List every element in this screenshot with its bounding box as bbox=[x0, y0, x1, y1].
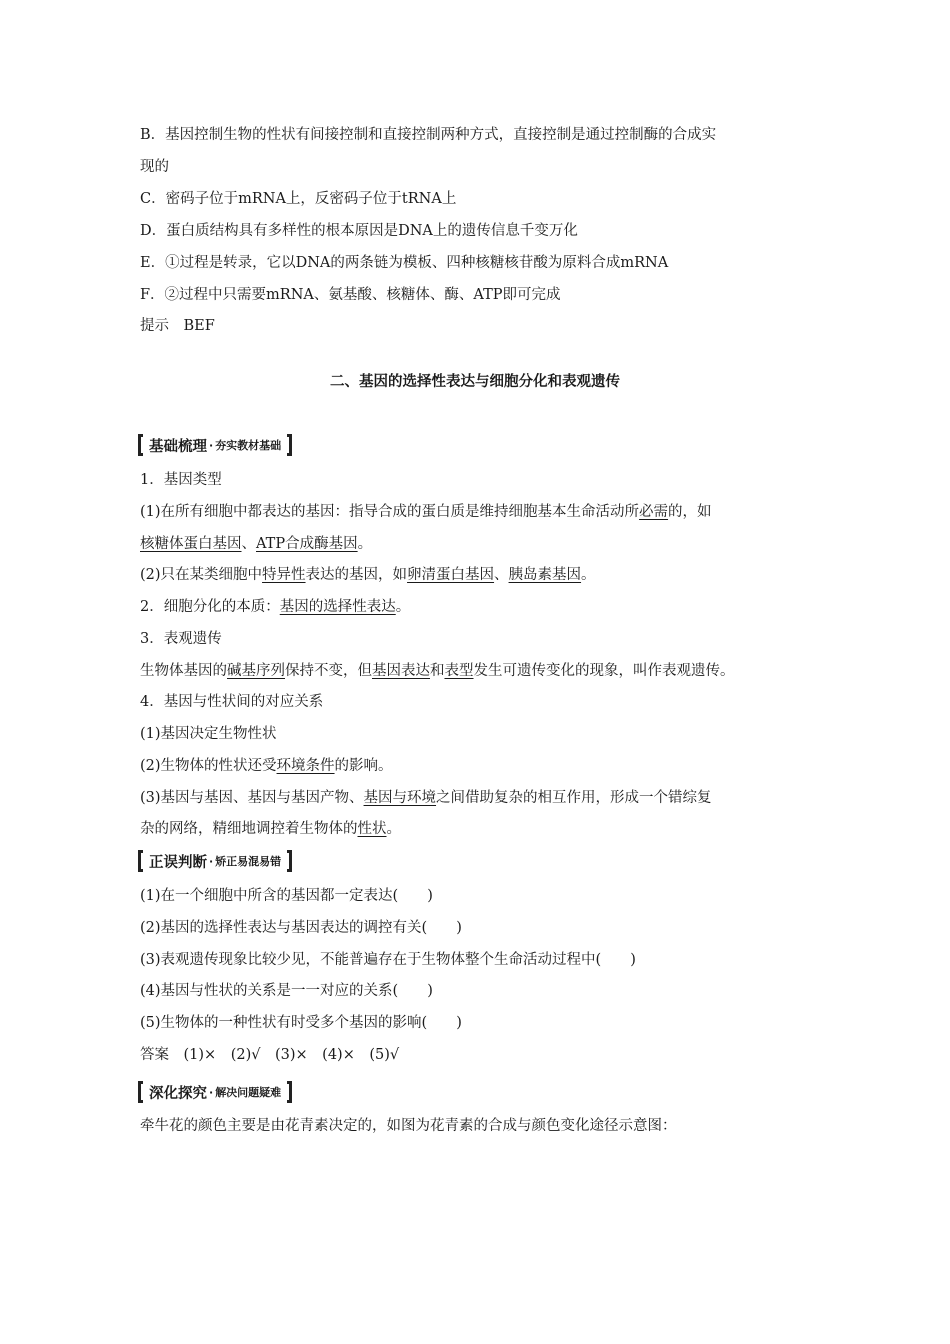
explore-intro: 牵牛花的颜色主要是由花青素决定的，如图为花青素的合成与颜色变化途径示意图： bbox=[140, 1118, 677, 1134]
banner-explore bbox=[138, 1080, 292, 1104]
underlined-answer: 表型 bbox=[444, 663, 474, 679]
right-bracket-icon bbox=[287, 1081, 292, 1103]
text: 表达的基因，如 bbox=[305, 567, 408, 583]
heading-differentiation bbox=[140, 597, 410, 617]
judge-item-5: (5)生物体的一种性状有时受多个基因的影响( ) bbox=[140, 1015, 462, 1031]
left-bracket-icon bbox=[138, 434, 143, 456]
right-bracket-icon bbox=[287, 434, 292, 456]
text: 、 bbox=[241, 536, 256, 552]
text: 、 bbox=[494, 567, 509, 583]
judge-item-3: (3)表观遗传现象比较少见，不能普遍存在于生物体整个生命活动过程中( ) bbox=[140, 952, 636, 968]
banner-main: 深化探究 bbox=[149, 1085, 207, 1102]
underlined-answer: 性状 bbox=[357, 821, 387, 837]
basics-q2 bbox=[140, 756, 393, 776]
underlined-answer: 核糖体蛋白基因 bbox=[140, 536, 242, 552]
text: (2)生物体的性状还受 bbox=[140, 758, 277, 774]
banner-main: 正误判断 bbox=[149, 854, 207, 871]
text: 的影响。 bbox=[334, 758, 393, 774]
basics-p1-line1 bbox=[140, 502, 712, 522]
underlined-answer: 卵清蛋白基因 bbox=[407, 567, 495, 583]
text: (2)只在某类细胞中 bbox=[140, 567, 263, 583]
text: 。 bbox=[581, 567, 596, 583]
banner-basics bbox=[138, 433, 292, 457]
text: 发生可遗传变化的现象，叫作表观遗传。 bbox=[473, 663, 735, 679]
underlined-answer: 必需 bbox=[639, 504, 669, 520]
underlined-answer: 胰岛素基因 bbox=[508, 567, 582, 583]
underlined-answer: 基因表达 bbox=[372, 663, 430, 679]
basics-q1: (1)基因决定生物性状 bbox=[140, 726, 277, 742]
text: 生物体基因的 bbox=[140, 663, 227, 679]
judge-item-2: (2)基因的选择性表达与基因表达的调控有关( ) bbox=[140, 920, 462, 936]
option-c: C．密码子位于mRNA上，反密码子位于tRNA上 bbox=[140, 191, 457, 207]
text: 2．细胞分化的本质： bbox=[140, 599, 280, 615]
option-d: D．蛋白质结构具有多样性的根本原因是DNA上的遗传信息千变万化 bbox=[140, 223, 578, 239]
underlined-answer: 碱基序列 bbox=[227, 663, 285, 679]
option-e: E．①过程是转录，它以DNA的两条链为模板、四种核糖核苷酸为原料合成mRNA bbox=[140, 255, 669, 271]
left-bracket-icon bbox=[138, 1081, 143, 1103]
text: 杂的网络，精细地调控着生物体的 bbox=[140, 821, 358, 837]
banner-sub: 夯实教材基础 bbox=[215, 439, 282, 452]
banner-judge bbox=[138, 849, 292, 873]
heading-gene-trait: 4．基因与性状间的对应关系 bbox=[140, 694, 324, 710]
text: 。 bbox=[395, 599, 411, 615]
text: 之间借助复杂的相互作用，形成一个错综复 bbox=[436, 790, 712, 806]
judge-answer: 答案 (1)× (2)√ (3)× (4)× (5)√ bbox=[140, 1047, 400, 1063]
banner-dot: · bbox=[209, 854, 214, 868]
underlined-answer: ATP合成酶基因 bbox=[256, 536, 358, 552]
hint-answer: 提示 BEF bbox=[140, 318, 215, 334]
underlined-answer: 基因的选择性表达 bbox=[279, 599, 396, 615]
judge-item-4: (4)基因与性状的关系是一一对应的关系( ) bbox=[140, 983, 433, 999]
option-f: F．②过程中只需要mRNA、氨基酸、核糖体、酶、ATP即可完成 bbox=[140, 287, 561, 303]
left-bracket-icon bbox=[138, 850, 143, 872]
option-b-line2: 现的 bbox=[140, 159, 169, 175]
text: (1)在所有细胞中都表达的基因：指导合成的蛋白质是维持细胞基本生命活动所 bbox=[140, 504, 640, 520]
underlined-answer: 环境条件 bbox=[276, 758, 335, 774]
banner-sub: 解决问题疑难 bbox=[215, 1086, 282, 1099]
heading-gene-types: 1．基因类型 bbox=[140, 472, 222, 488]
text: 保持不变，但 bbox=[285, 663, 372, 679]
text: 。 bbox=[386, 821, 401, 837]
heading-epigenetics: 3．表观遗传 bbox=[140, 631, 222, 647]
banner-dot: · bbox=[209, 438, 214, 452]
right-bracket-icon bbox=[287, 850, 292, 872]
section-title: 二、基因的选择性表达与细胞分化和表观遗传 bbox=[330, 374, 620, 390]
basics-p1-line2 bbox=[140, 534, 372, 554]
option-b-line1: B．基因控制生物的性状有间接控制和直接控制两种方式，直接控制是通过控制酶的合成实 bbox=[140, 127, 717, 143]
judge-item-1: (1)在一个细胞中所含的基因都一定表达( ) bbox=[140, 888, 433, 904]
banner-dot: · bbox=[209, 1085, 214, 1099]
text: 的，如 bbox=[668, 504, 712, 520]
underlined-answer: 基因与环境 bbox=[363, 790, 437, 806]
banner-sub: 矫正易混易错 bbox=[215, 855, 282, 868]
banner-main: 基础梳理 bbox=[149, 438, 207, 455]
basics-p2 bbox=[140, 565, 596, 585]
underlined-answer: 特异性 bbox=[262, 567, 306, 583]
text: 和 bbox=[430, 663, 445, 679]
basics-p3 bbox=[140, 661, 735, 681]
basics-q3-line2 bbox=[140, 819, 401, 839]
text: 。 bbox=[357, 536, 373, 552]
basics-q3-line1 bbox=[140, 788, 712, 808]
text: (3)基因与基因、基因与基因产物、 bbox=[140, 790, 364, 806]
